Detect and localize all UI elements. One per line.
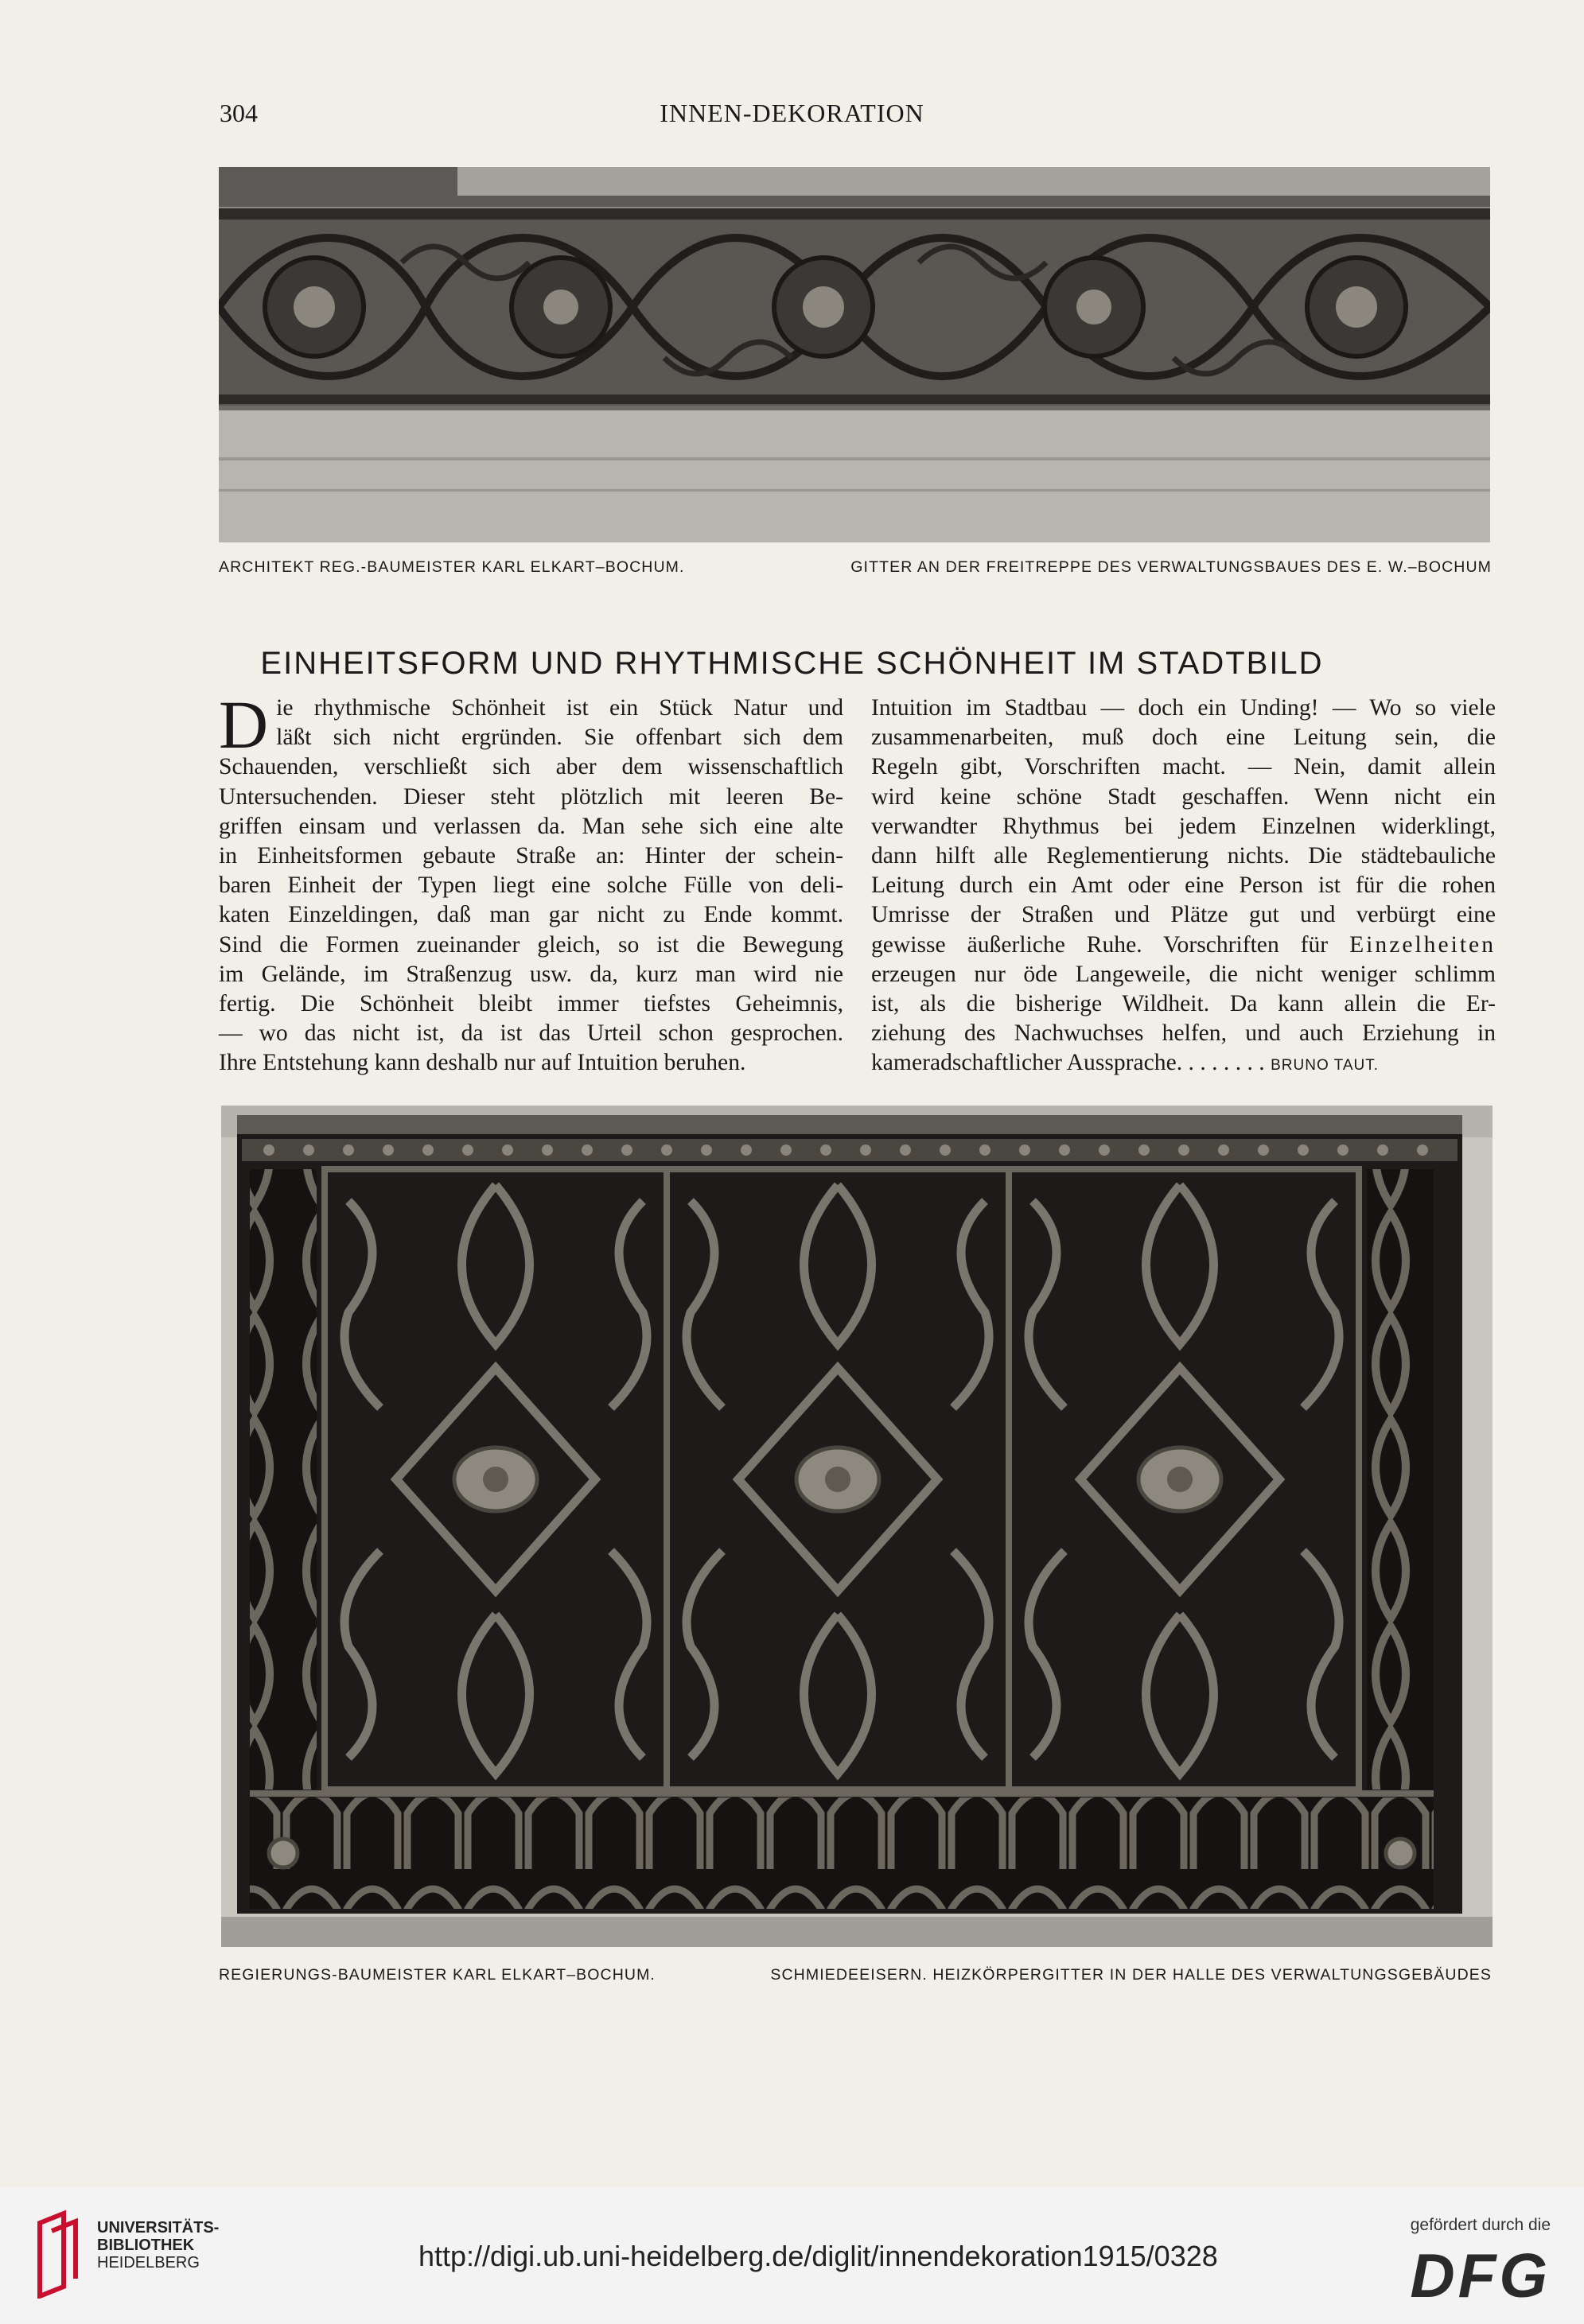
text-line: wird keine schöne Stadt geschaffen. Wenn nicht ein	[871, 783, 1496, 810]
emphasized-word: Einzelheiten	[1349, 931, 1496, 958]
text-line: griffen einsam und verlassen da. Man sehe sich eine alte	[219, 813, 843, 839]
text-line: dann hilft alle Reglementierung nichts. Die städtebauliche	[871, 842, 1496, 869]
library-name	[97, 2219, 219, 2272]
text-line: verwandter Rhythmus bei jedem Einzelnen widerklingt,	[871, 813, 1496, 839]
text-line: Intuition im Stadtbau — doch ein Unding! — Wo so viele	[871, 695, 1496, 721]
figure1-caption-architect: ARCHITEKT REG.-BAUMEISTER KARL ELKART–BOCHUM.	[219, 558, 685, 576]
text-line: erzeugen nur öde Langeweile, die nicht weniger schlimm	[871, 961, 1496, 987]
text-line: zusammenarbeiten, muß doch eine Leitung sein, die	[871, 725, 1496, 751]
funding-note: gefördert durch die	[1410, 2216, 1551, 2234]
text-line: katen Einzeldingen, daß man gar nicht zu Ende kommt.	[219, 902, 843, 928]
text-line: Regeln gibt, Vorschriften macht. — Nein, damit allein	[871, 754, 1496, 780]
text-line: Leitung durch ein Amt oder eine Person ist für die rohen	[871, 872, 1496, 899]
text-line: in Einheitsformen gebaute Straße an: Hinter der schein-	[219, 842, 843, 869]
text-line: fertig. Die Schönheit bleibt immer tiefstes Geheimnis,	[219, 990, 843, 1016]
page-number: 304	[220, 99, 258, 127]
radiator-grille-photo	[221, 1106, 1493, 1947]
text-line: baren Einheit der Typen liegt eine solche Fülle von deli-	[219, 872, 843, 899]
railing-image	[219, 167, 1490, 542]
library-name-line: HEIDELBERG	[97, 2254, 200, 2272]
dfg-logo: DFG	[1410, 2240, 1551, 2310]
figure2-caption-architect: REGIERUNGS-BAUMEISTER KARL ELKART–BOCHUM.	[219, 1966, 656, 1984]
text-line: Ihre Entstehung kann deshalb nur auf Intuition beruhen.	[219, 1050, 746, 1076]
university-library-logo-icon	[32, 2207, 88, 2299]
article-author: BRUNO TAUT.	[1271, 1057, 1380, 1075]
text-line: Untersuchenden. Dieser steht plötzlich mit leeren Be-	[219, 783, 843, 810]
figure2-caption-description: SCHMIEDEEISERN. HEIZKÖRPERGITTER IN DER HALLE DES VERWALTUNGSGEBÄUDES	[770, 1966, 1492, 1984]
article-left-column	[219, 686, 843, 1078]
drop-cap: D	[219, 686, 269, 763]
journal-title: INNEN-DEKORATION	[660, 99, 924, 127]
text-line: Sind die Formen zueinander gleich, so ist die Bewegung	[219, 931, 843, 958]
text-line: ie rhythmische Schönheit ist ein Stück Natur und	[276, 695, 843, 721]
article-right-column	[871, 694, 1496, 1078]
text-line: Umrisse der Straßen und Plätze gut und verbürgt eine	[871, 902, 1496, 928]
text-line: Schauenden, verschließt sich aber dem wissenschaftlich	[219, 754, 843, 780]
article-title: EINHEITSFORM UND RHYTHMISCHE SCHÖNHEIT IM STADTBILD	[260, 646, 1324, 681]
library-name-line: BIBLIOTHEK	[97, 2237, 195, 2254]
figure1-caption-description: GITTER AN DER FREITREPPE DES VERWALTUNGSBAUES DES E. W.–BOCHUM	[850, 558, 1492, 576]
text-fragment: kameradschaftlicher Aussprache. . . . . . . .	[871, 1050, 1265, 1076]
railing-photo	[219, 167, 1490, 542]
text-line: — wo das nicht ist, da ist das Urteil schon gesprochen.	[219, 1020, 843, 1047]
text-line: läßt sich nicht ergründen. Sie offenbart sich dem	[276, 725, 843, 751]
text-line: ist, als die bisherige Wildheit. Da kann allein die Er-	[871, 990, 1496, 1016]
text-line: ziehung des Nachwuchses helfen, und auch Erziehung in	[871, 1020, 1496, 1047]
source-url-link[interactable]: http://digi.ub.uni-heidelberg.de/diglit/innendekoration1915/0328	[418, 2240, 1218, 2272]
text-fragment: gewisse äußerliche Ruhe. Vorschriften für	[871, 931, 1329, 958]
library-name-line: UNIVERSITÄTS-	[97, 2219, 220, 2237]
text-line	[871, 931, 1496, 960]
radiator-grille-image	[221, 1106, 1493, 1947]
digitization-footer	[0, 2187, 1584, 2324]
text-line: im Gelände, im Straßenzug usw. da, kurz man wird nie	[219, 961, 843, 987]
text-line	[871, 1048, 1496, 1078]
